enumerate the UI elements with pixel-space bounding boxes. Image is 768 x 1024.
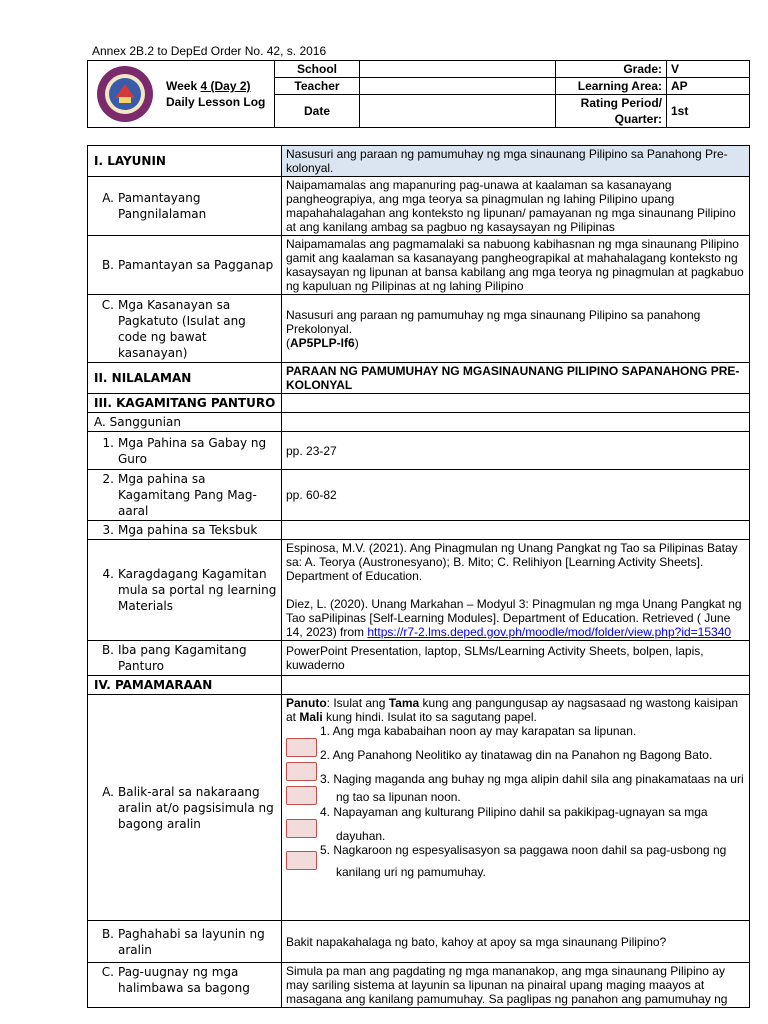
row-number: A. bbox=[102, 191, 114, 205]
paghahabi-label bbox=[88, 921, 282, 963]
reference-diez-text: Diez, L. (2020). Unang Markahan – Modyul 3: Pinagmulan ng mga Unang Pangkat ng Tao saPilipinas [Self-Learning Modules]. Department of Education. Retrieved ( June 14, 2023) from bbox=[286, 597, 742, 639]
school-label: School bbox=[275, 61, 360, 78]
layunin-label: I. LAYUNIN bbox=[88, 146, 282, 177]
reference-diez bbox=[286, 597, 745, 639]
row-number: 4. bbox=[102, 567, 114, 581]
gabay-guro-label bbox=[88, 432, 282, 470]
row-number: C. bbox=[101, 297, 114, 312]
row-number: A. bbox=[102, 784, 114, 799]
competency-code: AP5PLP-If6 bbox=[290, 335, 355, 350]
balik-aral-content bbox=[282, 695, 750, 921]
date-value[interactable] bbox=[360, 95, 556, 128]
kagamitan-empty bbox=[282, 394, 750, 413]
question-3-cont: ng tao sa lipunan noon. bbox=[336, 790, 461, 804]
code-paren: ( bbox=[286, 335, 290, 350]
kagamitang-mag-aaral-label bbox=[88, 470, 282, 521]
row-number: B. bbox=[101, 258, 114, 272]
kasanayan-label bbox=[88, 295, 282, 363]
reference-link[interactable]: https://r7-2.lms.deped.gov.ph/moodle/mod/folder/view.php?id=15340 bbox=[367, 625, 732, 639]
row-label-text: Pamantayan sa Pagganap bbox=[118, 258, 274, 272]
panuto-text: : Isulat ang bbox=[326, 696, 389, 710]
pamantayang-pangnilalaman-text: Naipamamalas ang mapanuring pag-unawa at kaalaman sa kasanayang pangheograpiya, ang mga teorya sa pinagmulan ng lahing Pilipino upang mapahahalagahan ang konteksto ng lipunan/ pamayanan ng mga sinaunang Pilipino at ang kanilang ambag sa pagbuo ng kasaysayan ng Pilipinas bbox=[282, 177, 750, 236]
pamantayan-sa-pagganap-text: Naipamamalas ang pagmamalaki sa nabuong kabihasnan ng mga sinaunang Pilipino gamit ang kaalaman sa kasanayang pangheograpikal at mahahalagang konteksto ng kasaysayan ng lipunan at bansa kabilang ang mga teorya ng pinagmulan at pagkabuo ng kapuluan ng Pilipinas at ng lahing Pilipino bbox=[282, 236, 750, 295]
nilalaman-label: II. NILALAMAN bbox=[88, 363, 282, 394]
grade-label: Grade: bbox=[556, 61, 667, 78]
row-label-text: Pag-uugnay ng mga halimbawa sa bagong bbox=[118, 965, 250, 995]
row-label-text: Balik-aral sa nakaraang aralin at/o pagsisimula ng bagong aralin bbox=[118, 784, 274, 831]
date-label: Date bbox=[275, 95, 360, 128]
daily-lesson-log-label: Daily Lesson Log bbox=[166, 95, 266, 109]
nilalaman-text: PARAAN NG PAMUMUHAY NG MGASINAUNANG PILIPINO SAPANAHONG PRE-KOLONYAL bbox=[282, 363, 750, 394]
teksbuk-label bbox=[88, 521, 282, 540]
panuto-text: kung ang pangungusap ay nagsasaad ng wastong kaisipan at bbox=[286, 696, 739, 724]
school-value[interactable] bbox=[360, 61, 556, 78]
question-5: 5. Nagkaroon ng espesyalisasyon sa paggawa noon dahil sa pag-usbong ng bbox=[320, 843, 727, 857]
row-label-text: Mga pahina sa Kagamitang Pang Mag-aaral bbox=[118, 472, 257, 518]
panuto-label: Panuto bbox=[286, 696, 327, 710]
question-1: 1. Ang mga kababaihan noon ay may karapatan sa lipunan. bbox=[320, 724, 637, 738]
week-prefix: Week bbox=[166, 79, 201, 93]
learning-area-label: Learning Area: bbox=[556, 78, 667, 95]
quiz-item bbox=[286, 819, 745, 843]
row-label-text: Mga Kasanayan sa Pagkatuto (Isulat ang code ng bawat kasanayan) bbox=[118, 297, 246, 360]
answer-box-3[interactable] bbox=[286, 786, 317, 805]
gabay-guro-text: pp. 23-27 bbox=[282, 432, 750, 470]
kagamitang-mag-aaral-text: pp. 60-82 bbox=[282, 470, 750, 521]
karagdagang-kagamitan-text bbox=[282, 540, 750, 641]
iba-pang-kagamitan-text: PowerPoint Presentation, laptop, SLMs/Learning Activity Sheets, bolpen, lapis, kuwaderno bbox=[282, 641, 750, 676]
pag-uugnay-label bbox=[88, 963, 282, 1008]
row-number: 3. bbox=[102, 523, 114, 537]
quiz-item bbox=[286, 857, 745, 879]
row-label-text: Mga Pahina sa Gabay ng Guro bbox=[118, 435, 267, 466]
question-4-cont: dayuhan. bbox=[336, 829, 386, 843]
balik-aral-label bbox=[88, 695, 282, 921]
row-label-text: Mga pahina sa Teksbuk bbox=[118, 523, 258, 537]
row-number: C. bbox=[101, 965, 114, 979]
sanggunian-empty bbox=[282, 413, 750, 432]
answer-box-4[interactable] bbox=[286, 819, 317, 838]
week-day: 4 (Day 2) bbox=[200, 79, 251, 93]
question-2: 2. Ang Panahong Neolitiko ay tinatawag din na Panahon ng Bagong Bato. bbox=[320, 748, 713, 762]
mali-word: Mali bbox=[299, 710, 323, 724]
question-5-cont: kanilang uri ng pamumuhay. bbox=[336, 865, 486, 879]
answer-box-5[interactable] bbox=[286, 851, 317, 870]
row-label-text: Paghahabi sa layunin ng aralin bbox=[118, 926, 265, 957]
week-label bbox=[166, 78, 265, 110]
logo-cell bbox=[88, 61, 275, 128]
row-number: 1. bbox=[102, 435, 114, 450]
pamantayang-pangnilalaman-label bbox=[88, 177, 282, 236]
row-number: B. bbox=[101, 643, 114, 657]
row-label-text: Pamantayang Pangnilalaman bbox=[118, 191, 207, 221]
teacher-label: Teacher bbox=[275, 78, 360, 95]
kasanayan-description: Nasusuri ang paraan ng pamumuhay ng mga sinaunang Pilipino sa panahong Prekolonyal. bbox=[286, 307, 701, 336]
rating-period-value[interactable]: 1st bbox=[667, 95, 750, 128]
quiz-item bbox=[286, 843, 745, 857]
iba-pang-kagamitan-label bbox=[88, 641, 282, 676]
teacher-value[interactable] bbox=[360, 78, 556, 95]
sanggunian-label: A. Sanggunian bbox=[88, 413, 282, 432]
code-paren: ) bbox=[354, 335, 359, 350]
deped-seal-icon bbox=[88, 63, 162, 125]
pamamaraan-label: IV. PAMAMARAAN bbox=[88, 676, 282, 695]
quiz-item bbox=[286, 738, 745, 762]
kasanayan-text bbox=[282, 295, 750, 363]
question-3: 3. Naging maganda ang buhay ng mga alipin dahil sila ang pinakamataas na uri bbox=[320, 772, 744, 786]
row-label-text: Iba pang Kagamitang Panturo bbox=[118, 643, 247, 673]
quiz-item bbox=[286, 805, 745, 819]
quiz-item bbox=[286, 762, 745, 786]
row-label-text: Karagdagang Kagamitan mula sa portal ng learning Materials bbox=[118, 567, 277, 613]
pamantayan-sa-pagganap-label bbox=[88, 236, 282, 295]
annex-reference: Annex 2B.2 to DepEd Order No. 42, s. 2016 bbox=[92, 44, 327, 58]
pag-uugnay-text: Simula pa man ang pagdating ng mga mananakop, ang mga sinaunang Pilipino ay may sariling sistema at layunin sa lipunan na pinairal upang maging maayos at masagana ang kanilang pamumuhay. Sa paglipas ng panahon ang pamumuhay ng bbox=[282, 963, 750, 1008]
row-number: B. bbox=[101, 926, 114, 941]
row-number: 2. bbox=[102, 472, 114, 486]
tama-word: Tama bbox=[388, 696, 420, 710]
kagamitan-label: III. KAGAMITANG PANTURO bbox=[88, 394, 282, 413]
answer-box-2[interactable] bbox=[286, 762, 317, 781]
rating-period-label: Rating Period/ Quarter: bbox=[556, 95, 667, 128]
learning-area-value[interactable]: AP bbox=[667, 78, 750, 95]
answer-box-1[interactable] bbox=[286, 738, 317, 757]
question-4: 4. Napayaman ang kulturang Pilipino dahil sa pakikipag-ugnayan sa mga bbox=[320, 805, 708, 819]
paghahabi-text: Bakit napakahalaga ng bato, kahoy at apoy sa mga sinaunang Pilipino? bbox=[282, 921, 750, 963]
quiz-item bbox=[286, 724, 745, 738]
panuto-instructions bbox=[286, 696, 745, 724]
quiz-item bbox=[286, 786, 745, 805]
karagdagang-kagamitan-label bbox=[88, 540, 282, 641]
lesson-log-table bbox=[87, 145, 750, 1008]
layunin-text: Nasusuri ang paraan ng pamumuhay ng mga sinaunang Pilipino sa Panahong Pre-kolonyal. bbox=[282, 146, 750, 177]
panuto-text: kung hindi. Isulat ito sa sagutang papel. bbox=[322, 710, 537, 724]
pamamaraan-empty bbox=[282, 676, 750, 695]
teksbuk-text bbox=[282, 521, 750, 540]
reference-espinosa: Espinosa, M.V. (2021). Ang Pinagmulan ng Unang Pangkat ng Tao sa Pilipinas Batay sa: A. Teorya (Austronesyano); B. Mito; C. Relihiyon [Learning Activity Sheets]. Department of Education. bbox=[286, 541, 738, 583]
header-table bbox=[87, 60, 750, 128]
grade-value[interactable]: V bbox=[667, 61, 750, 78]
